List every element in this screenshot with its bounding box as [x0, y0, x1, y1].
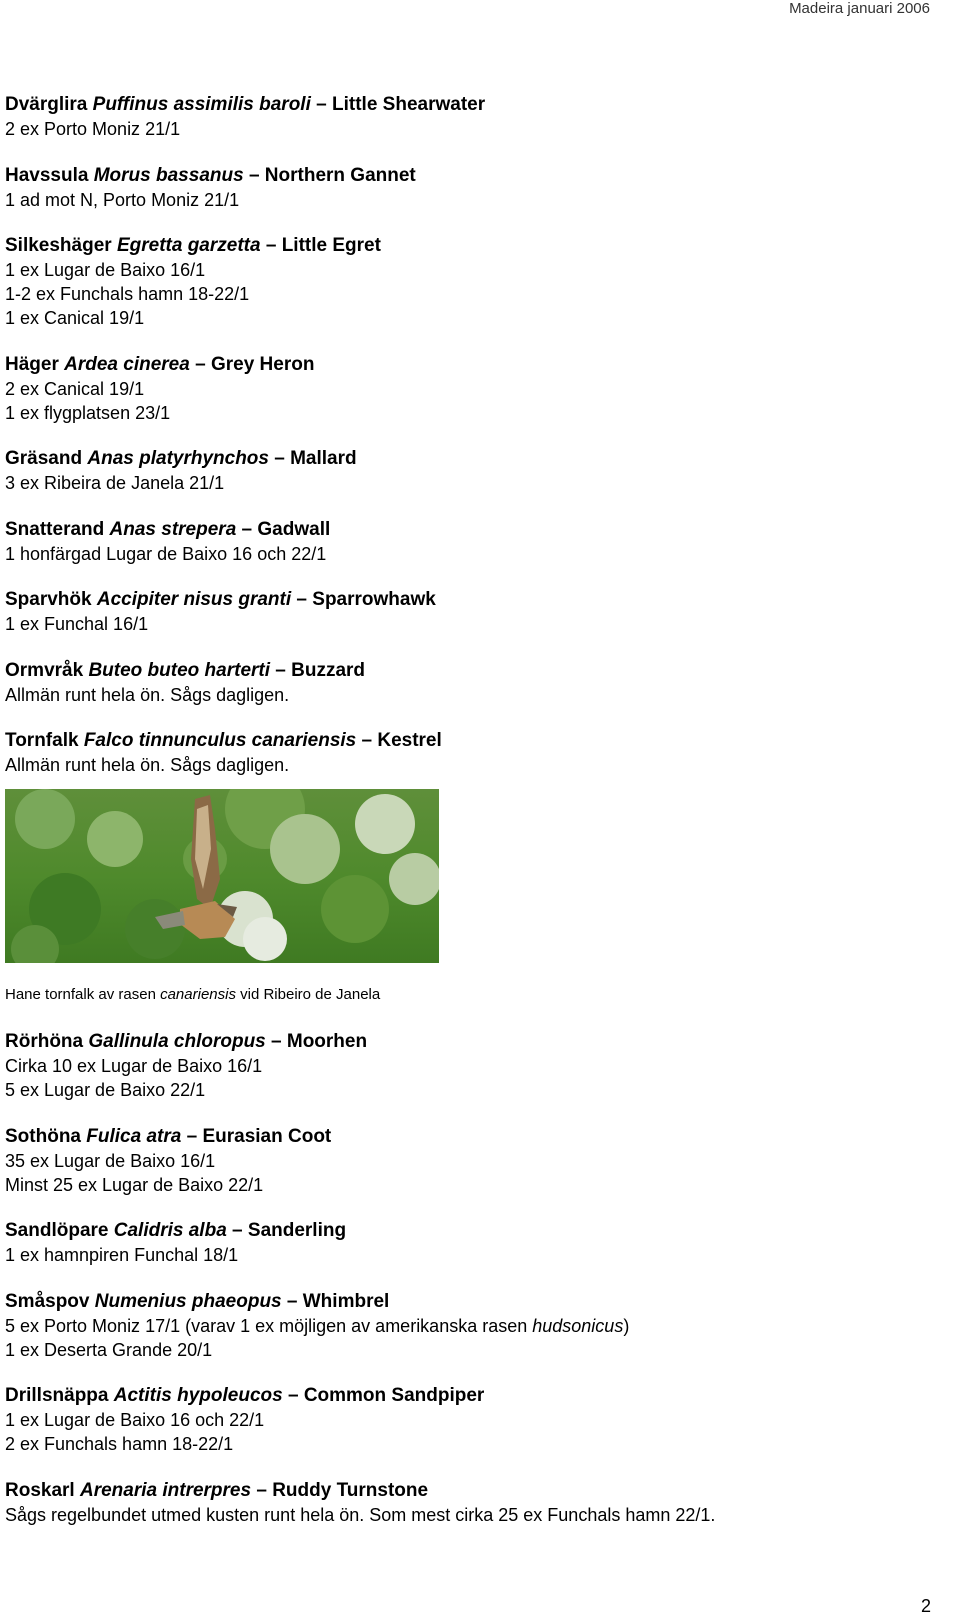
- latin-name: Fulica atra: [86, 1125, 182, 1147]
- swedish-name: Sandlöpare: [5, 1220, 109, 1241]
- english-name: Moorhen: [286, 1031, 368, 1052]
- species-title: [5, 93, 925, 117]
- species-entry: [5, 93, 925, 141]
- english-name: Grey Heron: [210, 353, 315, 375]
- english-name: Whimbrel: [302, 1290, 390, 1312]
- observation-line: 1 ex Lugar de Baixo 16 och 22/1: [5, 1410, 265, 1430]
- dash-separator: –: [281, 1290, 303, 1312]
- english-name: Little Egret: [281, 235, 381, 256]
- species-entry: [5, 1290, 925, 1362]
- swedish-name: Häger: [5, 353, 59, 375]
- swedish-name: Tornfalk: [5, 730, 79, 751]
- observation-line: 1-2 ex Funchals hamn 18-22/1: [5, 284, 250, 304]
- species-entry: [5, 1384, 925, 1456]
- dash-separator: –: [226, 1220, 248, 1241]
- observation-line: 1 ad mot N, Porto Moniz 21/1: [5, 189, 240, 210]
- swedish-name: Rörhöna: [5, 1031, 84, 1052]
- latin-name: Egretta garzetta: [116, 235, 261, 256]
- species-title: [5, 729, 925, 753]
- swedish-name: Drillsnäppa: [5, 1385, 109, 1406]
- swedish-name: Dvärglira: [5, 94, 88, 115]
- swedish-name: Silkeshäger: [5, 235, 112, 256]
- dash-separator: –: [189, 353, 211, 375]
- english-name: Gadwall: [257, 518, 331, 540]
- observation-line: 1 ex Canical 19/1: [5, 308, 145, 328]
- observation-line: 2 ex Funchals hamn 18-22/1: [5, 1434, 234, 1454]
- dash-separator: –: [236, 518, 258, 540]
- latin-name: Calidris alba: [113, 1220, 227, 1241]
- photo-caption: Hane tornfalk av rasen canariensis vid Ribeiro de Janela: [5, 986, 381, 1003]
- english-name: Common Sandpiper: [303, 1385, 485, 1406]
- species-title: [5, 234, 925, 258]
- observation-line: 1 ex flygplatsen 23/1: [5, 402, 171, 423]
- latin-name: Ardea cinerea: [64, 353, 190, 375]
- observation-line: 1 ex Lugar de Baixo 16/1: [5, 260, 206, 280]
- species-entry: [5, 234, 925, 330]
- swedish-name: Snatterand: [5, 518, 105, 540]
- species-title: [5, 1479, 925, 1503]
- observation-line: 5 ex Porto Moniz 17/1 (varav 1 ex möjligen av amerikanska rasen hudsonicus): [5, 1315, 630, 1336]
- species-entry: [5, 518, 925, 566]
- species-entry: [5, 1125, 925, 1197]
- species-entry: [5, 729, 925, 777]
- swedish-name: Havssula: [5, 164, 89, 186]
- species-entry: [5, 164, 925, 212]
- latin-name: Morus bassanus: [93, 164, 244, 186]
- species-list: [5, 93, 925, 1527]
- species-title: [5, 659, 925, 683]
- swedish-name: Småspov: [5, 1290, 90, 1312]
- dash-separator: –: [260, 235, 282, 256]
- dash-separator: –: [243, 164, 265, 186]
- observation-line: 2 ex Porto Moniz 21/1: [5, 119, 181, 139]
- swedish-name: Roskarl: [5, 1479, 75, 1501]
- latin-name: Accipiter nisus granti: [96, 589, 292, 610]
- swedish-name: Gräsand: [5, 448, 83, 469]
- species-entry: [5, 659, 925, 707]
- species-entry: [5, 353, 925, 425]
- species-entry: [5, 1030, 925, 1102]
- english-name: Sanderling: [247, 1220, 347, 1241]
- page-number: 2: [920, 1596, 931, 1616]
- observation-line: 1 ex Deserta Grande 20/1: [5, 1339, 213, 1360]
- dash-separator: –: [268, 448, 291, 469]
- species-title: [5, 1030, 925, 1054]
- species-entry: [5, 1479, 925, 1527]
- english-name: Kestrel: [377, 730, 442, 751]
- species-title: [5, 1219, 925, 1243]
- species-entry: [5, 447, 925, 495]
- observation-line: 5 ex Lugar de Baixo 22/1: [5, 1080, 206, 1100]
- observation-line: 1 ex Funchal 16/1: [5, 614, 149, 634]
- english-name: Buzzard: [291, 659, 366, 681]
- observation-line: 3 ex Ribeira de Janela 21/1: [5, 473, 225, 493]
- species-title: [5, 518, 925, 542]
- english-name: Northern Gannet: [264, 164, 416, 186]
- dash-separator: –: [356, 730, 378, 751]
- species-title: [5, 588, 925, 612]
- latin-name: Buteo buteo harterti: [88, 659, 271, 681]
- species-title: [5, 1384, 925, 1408]
- observation-line: Allmän runt hela ön. Sågs dagligen.: [5, 755, 290, 775]
- observation-line: 2 ex Canical 19/1: [5, 378, 145, 399]
- dash-separator: –: [310, 94, 332, 115]
- latin-name: Actitis hypoleucos: [113, 1385, 283, 1406]
- observation-line: 35 ex Lugar de Baixo 16/1: [5, 1150, 216, 1171]
- dash-separator: –: [291, 589, 313, 610]
- latin-name: Anas strepera: [109, 518, 237, 540]
- species-title: [5, 1125, 925, 1149]
- observation-line: 1 ex hamnpiren Funchal 18/1: [5, 1245, 239, 1265]
- dash-separator: –: [181, 1125, 203, 1147]
- observation-line: Minst 25 ex Lugar de Baixo 22/1: [5, 1174, 264, 1195]
- latin-name: Anas platyrhynchos: [87, 448, 269, 469]
- species-entry: [5, 588, 925, 636]
- english-name: Mallard: [290, 448, 357, 469]
- species-title: [5, 164, 925, 188]
- latin-name: Arenaria intrerpres: [79, 1479, 252, 1501]
- species-entry: [5, 1219, 925, 1267]
- observation-line: Allmän runt hela ön. Sågs dagligen.: [5, 684, 290, 705]
- kestrel-photo: [5, 789, 439, 963]
- latin-name: Numenius phaeopus: [94, 1290, 282, 1312]
- species-title: [5, 1290, 925, 1314]
- dash-separator: –: [270, 659, 292, 681]
- observation-line: Cirka 10 ex Lugar de Baixo 16/1: [5, 1056, 263, 1076]
- dash-separator: –: [251, 1479, 273, 1501]
- english-name: Little Shearwater: [332, 94, 486, 115]
- english-name: Sparrowhawk: [312, 589, 436, 610]
- photo-block: [5, 789, 925, 1004]
- swedish-name: Sothöna: [5, 1125, 81, 1147]
- page-header: Madeira januari 2006: [789, 0, 930, 17]
- observation-line: Sågs regelbundet utmed kusten runt hela ön. Som mest cirka 25 ex Funchals hamn 22/1.: [5, 1504, 716, 1525]
- dash-separator: –: [265, 1031, 287, 1052]
- species-title: [5, 447, 925, 471]
- latin-name: Puffinus assimilis baroli: [92, 94, 311, 115]
- dash-separator: –: [282, 1385, 304, 1406]
- latin-name: Falco tinnunculus canariensis: [83, 730, 357, 751]
- swedish-name: Sparvhök: [5, 589, 92, 610]
- species-title: [5, 353, 925, 377]
- swedish-name: Ormvråk: [5, 659, 84, 681]
- observation-line: 1 honfärgad Lugar de Baixo 16 och 22/1: [5, 543, 327, 564]
- latin-name: Gallinula chloropus: [88, 1031, 266, 1052]
- english-name: Eurasian Coot: [202, 1125, 332, 1147]
- english-name: Ruddy Turnstone: [272, 1479, 429, 1501]
